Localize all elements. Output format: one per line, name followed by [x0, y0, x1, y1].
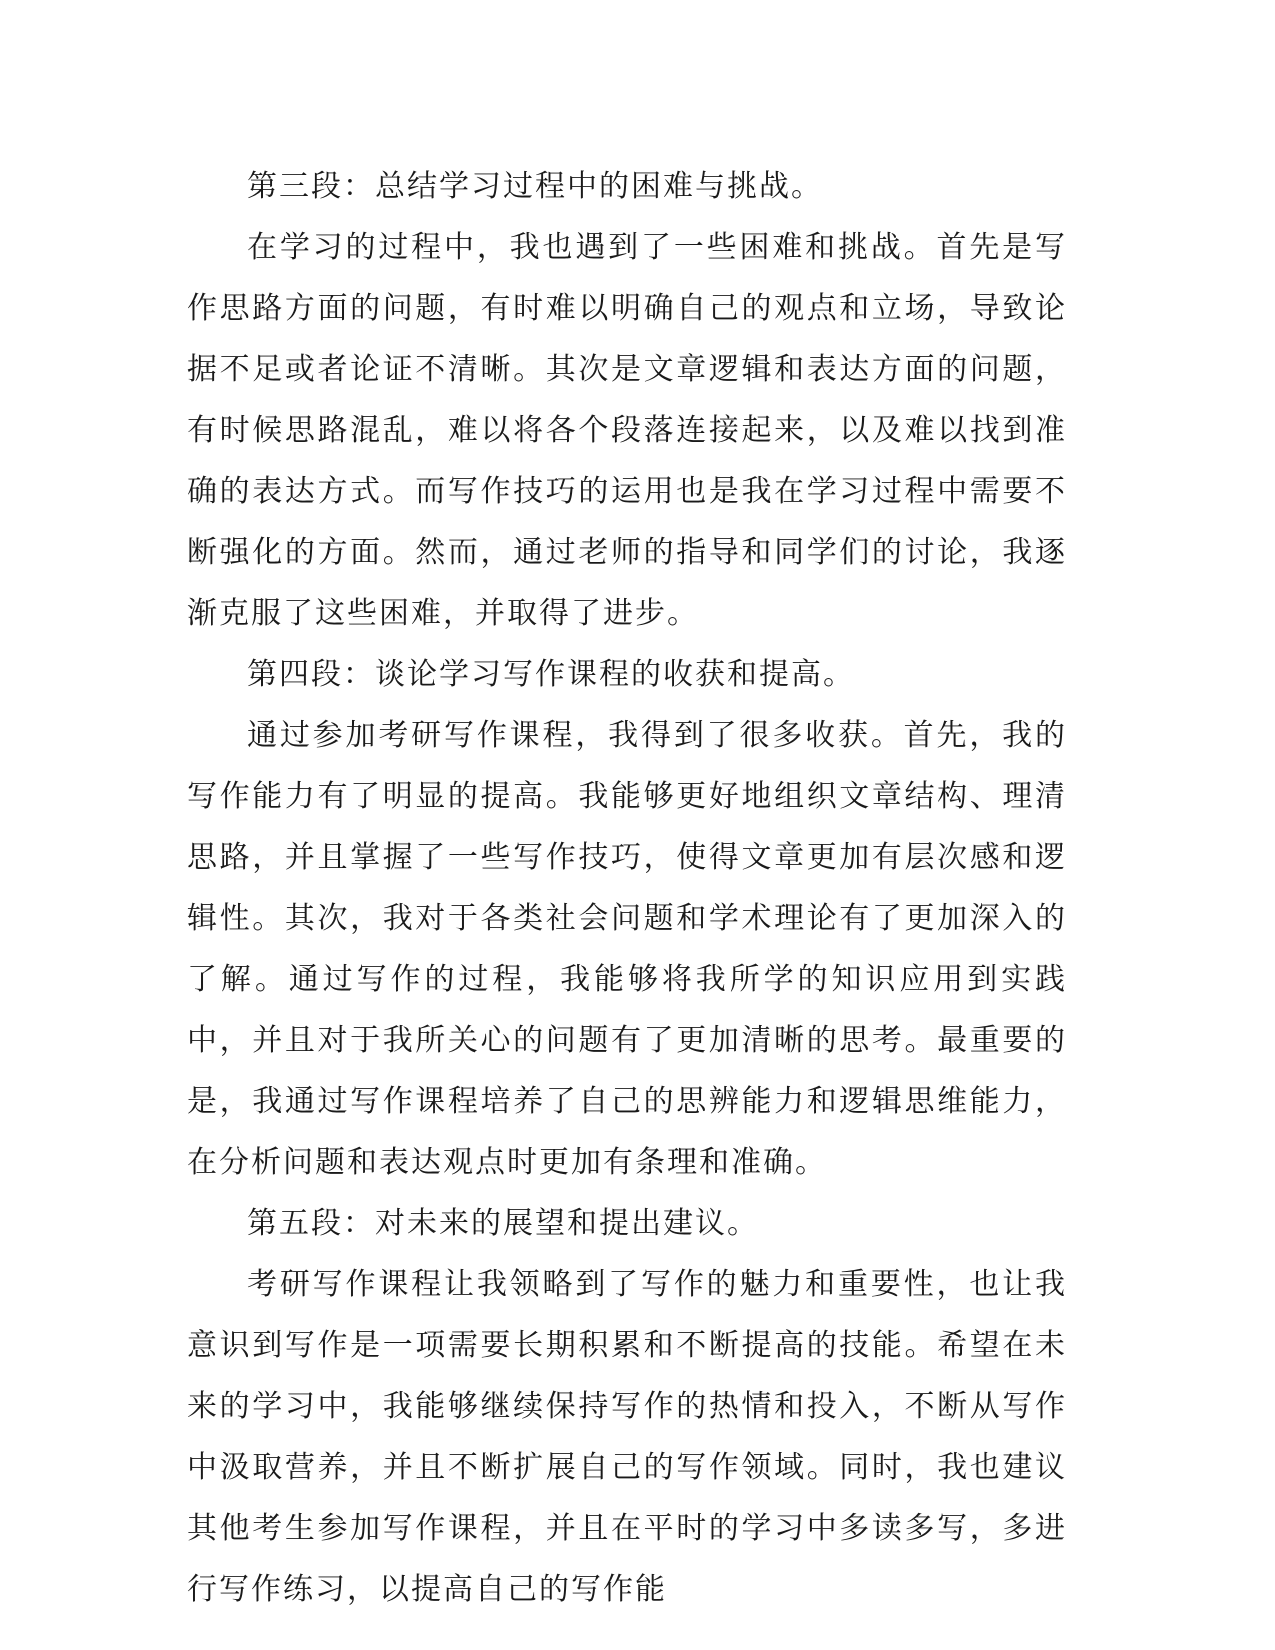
section-heading-3: 第三段：总结学习过程中的困难与挑战。	[247, 169, 823, 204]
section-body-5: 考研写作课程让我领略到了写作的魅力和重要性，也让我意识到写作是一项需要长期积累和不断提高的技能。希望在未来的学习中，我能够继续保持写作的热情和投入，不断从写作中汲取营养，并且不断扩展自己的写作领域。同时，我也建议其他考生参加写作课程，并且在平时的学习中多读多写，多进行写作练习，以提高自己的写作能	[187, 1267, 1067, 1607]
section-heading-5: 第五段：对未来的展望和提出建议。	[247, 1206, 759, 1241]
section-heading-4: 第四段：谈论学习写作课程的收获和提高。	[247, 657, 855, 692]
document-body	[187, 156, 1067, 1620]
section-body-3: 在学习的过程中，我也遇到了一些困难和挑战。首先是写作思路方面的问题，有时难以明确自己的观点和立场，导致论据不足或者论证不清晰。其次是文章逻辑和表达方面的问题，有时候思路混乱，难以将各个段落连接起来，以及难以找到准确的表达方式。而写作技巧的运用也是我在学习过程中需要不断强化的方面。然而，通过老师的指导和同学们的讨论，我逐渐克服了这些困难，并取得了进步。	[187, 230, 1067, 631]
section-body-4: 通过参加考研写作课程，我得到了很多收获。首先，我的写作能力有了明显的提高。我能够更好地组织文章结构、理清思路，并且掌握了一些写作技巧，使得文章更加有层次感和逻辑性。其次，我对于各类社会问题和学术理论有了更加深入的了解。通过写作的过程，我能够将我所学的知识应用到实践中，并且对于我所关心的问题有了更加清晰的思考。最重要的是，我通过写作课程培养了自己的思辨能力和逻辑思维能力，在分析问题和表达观点时更加有条理和准确。	[187, 718, 1067, 1180]
